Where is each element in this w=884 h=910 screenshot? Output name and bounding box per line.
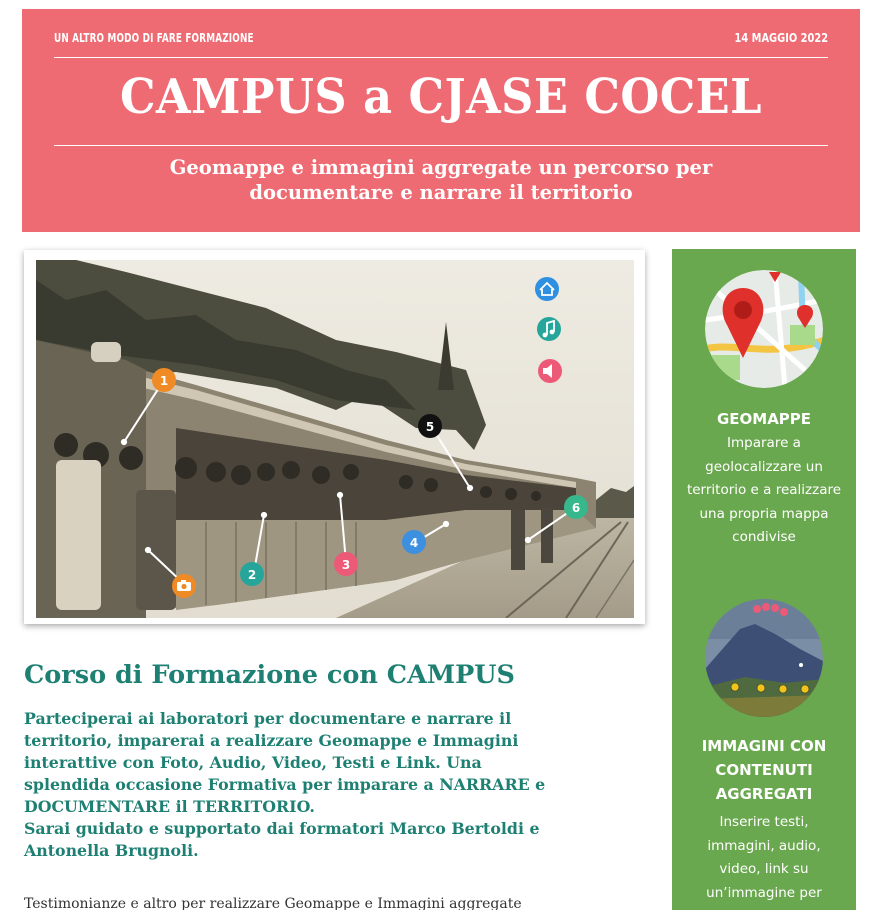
marker-2[interactable] <box>240 562 264 586</box>
svg-text:6: 6 <box>571 501 581 515</box>
page-subtitle <box>22 155 860 205</box>
geomap-illustration <box>705 270 823 388</box>
course-title: Corso di Formazione con CAMPUS <box>24 660 515 690</box>
interactive-photo <box>24 250 645 624</box>
sidebar <box>672 249 856 910</box>
immagini-text: Inserire testi, immagini, audio, video, link su un’immagine per <box>706 814 822 901</box>
camera-icon[interactable] <box>172 574 196 598</box>
aggregated-image-illustration <box>705 599 823 717</box>
home-icon[interactable] <box>535 277 559 301</box>
course-description: Parteciperai ai laboratori per documentare e narrare il territorio, imparerai a realizzare Geomappe e Immagini interattive con Foto, Audio, Video, Testi e Link. Una splendida occasione Formativa per imparare a NARRARE e DOCUMENTARE il TERRITORIO. Sarai guidato e supportato dai formatori Marco Bertoldi e Antonella Brugnoli. <box>24 709 546 860</box>
marker-5[interactable] <box>418 414 442 438</box>
music-icon[interactable] <box>537 317 561 341</box>
svg-text:1: 1 <box>159 374 169 388</box>
marker-6[interactable] <box>564 495 588 519</box>
marker-4[interactable] <box>402 530 426 554</box>
page-title: CAMPUS a CJASE COCEL <box>119 69 763 125</box>
train-photo <box>36 260 634 618</box>
svg-text:3: 3 <box>341 558 351 572</box>
marker-1[interactable] <box>152 368 176 392</box>
subtitle-line-2: documentare e narrare il territorio <box>249 181 633 204</box>
geomappe-heading: GEOMAPPE <box>716 410 812 428</box>
testimonial-text: Testimonianze e altro per realizzare Geomappe e Immagini aggregate <box>24 896 522 910</box>
speaker-icon[interactable] <box>538 359 562 383</box>
header-divider-bottom <box>54 145 828 146</box>
geomappe-text: Imparare a geolocalizzare un territorio e a realizzare una propria mappa condivise <box>686 435 842 545</box>
subtitle-line-1: Geomappe e immagini aggregate un percorso per <box>169 156 713 179</box>
svg-text:5: 5 <box>425 420 435 434</box>
newsletter-header <box>22 9 860 232</box>
header-date: 14 MAGGIO 2022 <box>734 31 828 45</box>
svg-text:4: 4 <box>409 536 419 550</box>
marker-3[interactable] <box>334 552 358 576</box>
header-divider-top <box>54 57 828 58</box>
immagini-heading: IMMAGINI CON CONTENUTI AGGREGATI <box>701 737 827 803</box>
svg-text:2: 2 <box>247 568 257 582</box>
header-tagline: UN ALTRO MODO DI FARE FORMAZIONE <box>54 31 254 45</box>
